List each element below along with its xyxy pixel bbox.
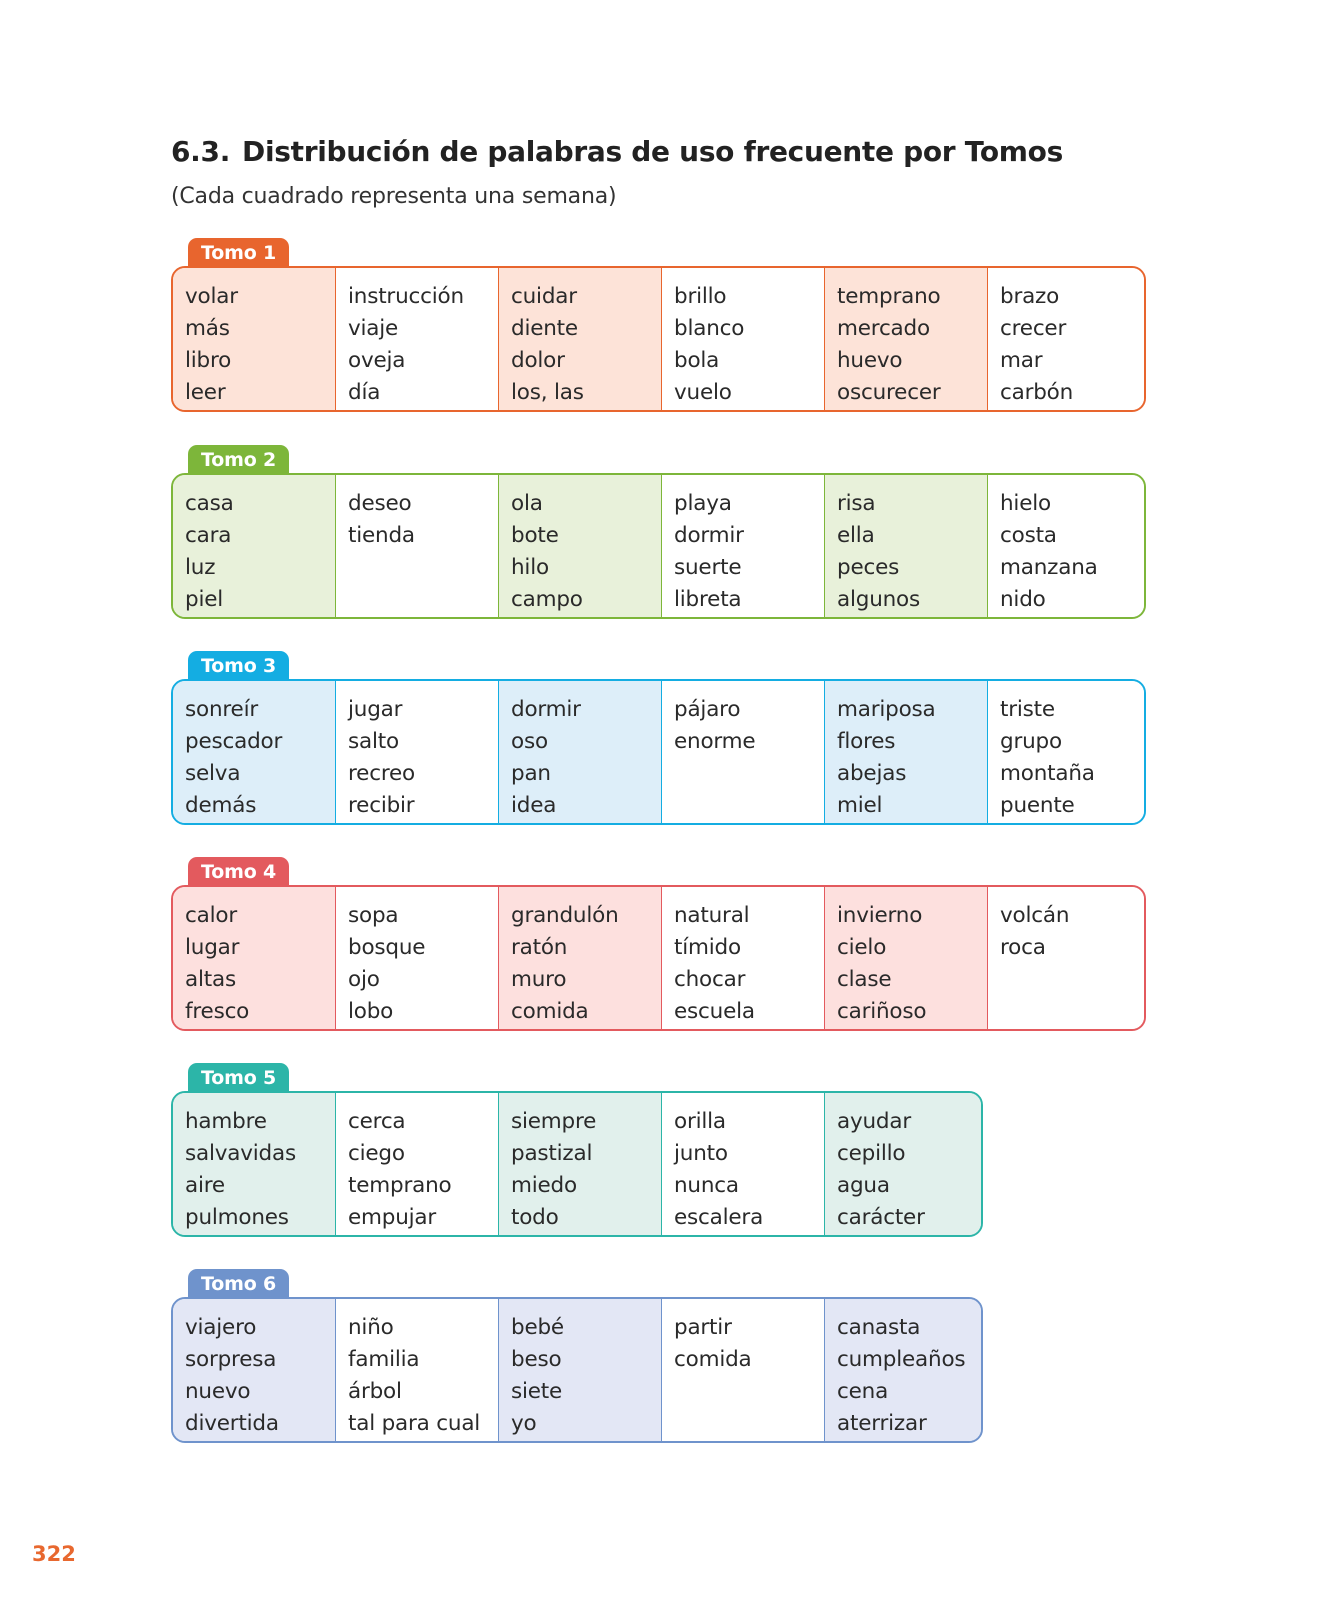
word: deseo: [348, 491, 412, 516]
word: cara: [185, 523, 232, 548]
word: selva: [185, 761, 241, 786]
word: natural: [674, 903, 750, 928]
word: montaña: [1000, 761, 1095, 786]
word: nuevo: [185, 1379, 251, 1404]
word: cielo: [837, 935, 887, 960]
word: piel: [185, 587, 224, 612]
word: vuelo: [674, 380, 732, 405]
word: empujar: [348, 1205, 437, 1230]
word: algunos: [837, 587, 921, 612]
word: viaje: [348, 316, 399, 341]
word: puente: [1000, 793, 1075, 818]
word: tímido: [674, 935, 741, 960]
word: brazo: [1000, 284, 1060, 309]
word: agua: [837, 1173, 890, 1198]
word: costa: [1000, 523, 1057, 548]
word: cumpleaños: [837, 1347, 966, 1372]
word: salvavidas: [185, 1141, 296, 1166]
tomo-tab-label: Tomo 1: [188, 238, 289, 268]
word: tienda: [348, 523, 415, 548]
word: hambre: [185, 1109, 267, 1134]
word: bebé: [511, 1315, 564, 1340]
page-number: 322: [32, 1542, 76, 1566]
word: carácter: [837, 1205, 925, 1230]
word: oso: [511, 729, 548, 754]
word: hilo: [511, 555, 549, 580]
week-cell: [499, 887, 662, 1029]
week-cell: [825, 1299, 983, 1441]
tomo-tab-label: Tomo 5: [188, 1063, 289, 1093]
word: dolor: [511, 348, 565, 373]
word: roca: [1000, 935, 1046, 960]
word: chocar: [674, 967, 746, 992]
week-cell: [499, 1093, 662, 1235]
word: árbol: [348, 1379, 402, 1404]
week-cell: [662, 1093, 825, 1235]
word: comida: [674, 1347, 752, 1372]
word: aire: [185, 1173, 225, 1198]
word: sopa: [348, 903, 399, 928]
word: viajero: [185, 1315, 257, 1340]
word: carbón: [1000, 380, 1074, 405]
word: libro: [185, 348, 232, 373]
word: grandulón: [511, 903, 619, 928]
tomo-tab-label: Tomo 2: [188, 445, 289, 475]
word: peces: [837, 555, 900, 580]
week-cell: [825, 681, 988, 823]
week-cell: [336, 887, 499, 1029]
word: sorpresa: [185, 1347, 277, 1372]
week-cell: [499, 475, 662, 617]
word: suerte: [674, 555, 742, 580]
word: aterrizar: [837, 1411, 927, 1436]
section-number: 6.3.: [171, 135, 231, 168]
week-cell: [662, 1299, 825, 1441]
word: junto: [674, 1141, 728, 1166]
word: volar: [185, 284, 238, 309]
word: abejas: [837, 761, 907, 786]
word: cerca: [348, 1109, 406, 1134]
tomo-weeks-box: [171, 266, 1146, 412]
word: todo: [511, 1205, 559, 1230]
week-cell: [825, 268, 988, 410]
word: clase: [837, 967, 892, 992]
word: fresco: [185, 999, 250, 1024]
word: brillo: [674, 284, 727, 309]
word: lugar: [185, 935, 240, 960]
word: mercado: [837, 316, 930, 341]
word: ella: [837, 523, 875, 548]
week-cell: [662, 887, 825, 1029]
week-cell: [499, 681, 662, 823]
word: ayudar: [837, 1109, 911, 1134]
word: miel: [837, 793, 883, 818]
tomo-weeks-box: [171, 885, 1146, 1031]
word: bosque: [348, 935, 426, 960]
word: divertida: [185, 1411, 279, 1436]
week-cell: [336, 1299, 499, 1441]
word: yo: [511, 1411, 537, 1436]
week-cell: [173, 1093, 336, 1235]
tomo-weeks-box: [171, 1297, 983, 1443]
word: muro: [511, 967, 567, 992]
week-cell: [336, 681, 499, 823]
word: oscurecer: [837, 380, 941, 405]
word: leer: [185, 380, 226, 405]
word: crecer: [1000, 316, 1067, 341]
week-cell: [988, 887, 1146, 1029]
word: volcán: [1000, 903, 1070, 928]
word: luz: [185, 555, 216, 580]
section-subtitle: (Cada cuadrado representa una semana): [171, 184, 617, 209]
word: orilla: [674, 1109, 726, 1134]
word: siempre: [511, 1109, 597, 1134]
word: bote: [511, 523, 559, 548]
section-title: [171, 135, 1063, 168]
word: nunca: [674, 1173, 739, 1198]
word: demás: [185, 793, 257, 818]
word: flores: [837, 729, 896, 754]
week-cell: [988, 268, 1146, 410]
word: playa: [674, 491, 732, 516]
word: dormir: [511, 697, 581, 722]
word: cariñoso: [837, 999, 927, 1024]
word: manzana: [1000, 555, 1098, 580]
word: siete: [511, 1379, 563, 1404]
week-cell: [825, 475, 988, 617]
week-cell: [988, 475, 1146, 617]
word: canasta: [837, 1315, 921, 1340]
word: idea: [511, 793, 557, 818]
word: lobo: [348, 999, 394, 1024]
word: pan: [511, 761, 551, 786]
word: miedo: [511, 1173, 577, 1198]
week-cell: [336, 268, 499, 410]
word: ojo: [348, 967, 380, 992]
word: enorme: [674, 729, 756, 754]
word: dormir: [674, 523, 744, 548]
week-cell: [825, 887, 988, 1029]
word: hielo: [1000, 491, 1051, 516]
word: altas: [185, 967, 236, 992]
week-cell: [662, 475, 825, 617]
week-cell: [499, 1299, 662, 1441]
section-title-text: Distribución de palabras de uso frecuente por Tomos: [242, 135, 1063, 168]
word: triste: [1000, 697, 1055, 722]
word: temprano: [348, 1173, 452, 1198]
word: niño: [348, 1315, 394, 1340]
week-cell: [173, 887, 336, 1029]
word: cepillo: [837, 1141, 906, 1166]
word: recreo: [348, 761, 415, 786]
week-cell: [662, 681, 825, 823]
word: tal para cual: [348, 1411, 481, 1436]
word: casa: [185, 491, 234, 516]
word: huevo: [837, 348, 903, 373]
word: ola: [511, 491, 543, 516]
word: beso: [511, 1347, 562, 1372]
week-cell: [499, 268, 662, 410]
word: mariposa: [837, 697, 936, 722]
week-cell: [336, 1093, 499, 1235]
word: bola: [674, 348, 720, 373]
week-cell: [173, 268, 336, 410]
week-cell: [173, 475, 336, 617]
tomo-weeks-box: [171, 1091, 983, 1237]
word: nido: [1000, 587, 1046, 612]
word: calor: [185, 903, 237, 928]
word: sonreír: [185, 697, 258, 722]
word: pájaro: [674, 697, 741, 722]
word: libreta: [674, 587, 742, 612]
word: mar: [1000, 348, 1043, 373]
word: grupo: [1000, 729, 1062, 754]
week-cell: [988, 681, 1146, 823]
week-cell: [662, 268, 825, 410]
word: blanco: [674, 316, 745, 341]
word: escuela: [674, 999, 755, 1024]
word: ciego: [348, 1141, 405, 1166]
word: familia: [348, 1347, 420, 1372]
word: más: [185, 316, 230, 341]
word: cena: [837, 1379, 889, 1404]
word: pescador: [185, 729, 283, 754]
tomo-weeks-box: [171, 679, 1146, 825]
week-cell: [173, 681, 336, 823]
week-cell: [825, 1093, 983, 1235]
word: diente: [511, 316, 578, 341]
word: los, las: [511, 380, 584, 405]
word: pulmones: [185, 1205, 289, 1230]
word: jugar: [348, 697, 403, 722]
word: día: [348, 380, 381, 405]
tomo-tab-label: Tomo 3: [188, 651, 289, 681]
tomo-tab-label: Tomo 4: [188, 857, 289, 887]
tomo-tab-label: Tomo 6: [188, 1269, 289, 1299]
week-cell: [173, 1299, 336, 1441]
word: cuidar: [511, 284, 577, 309]
word: campo: [511, 587, 583, 612]
word: pastizal: [511, 1141, 593, 1166]
word: instrucción: [348, 284, 464, 309]
word: comida: [511, 999, 589, 1024]
word: escalera: [674, 1205, 764, 1230]
word: invierno: [837, 903, 923, 928]
tomo-weeks-box: [171, 473, 1146, 619]
word: temprano: [837, 284, 941, 309]
word: ratón: [511, 935, 568, 960]
word: risa: [837, 491, 876, 516]
word: recibir: [348, 793, 415, 818]
word: salto: [348, 729, 399, 754]
week-cell: [336, 475, 499, 617]
word: partir: [674, 1315, 732, 1340]
word: oveja: [348, 348, 406, 373]
